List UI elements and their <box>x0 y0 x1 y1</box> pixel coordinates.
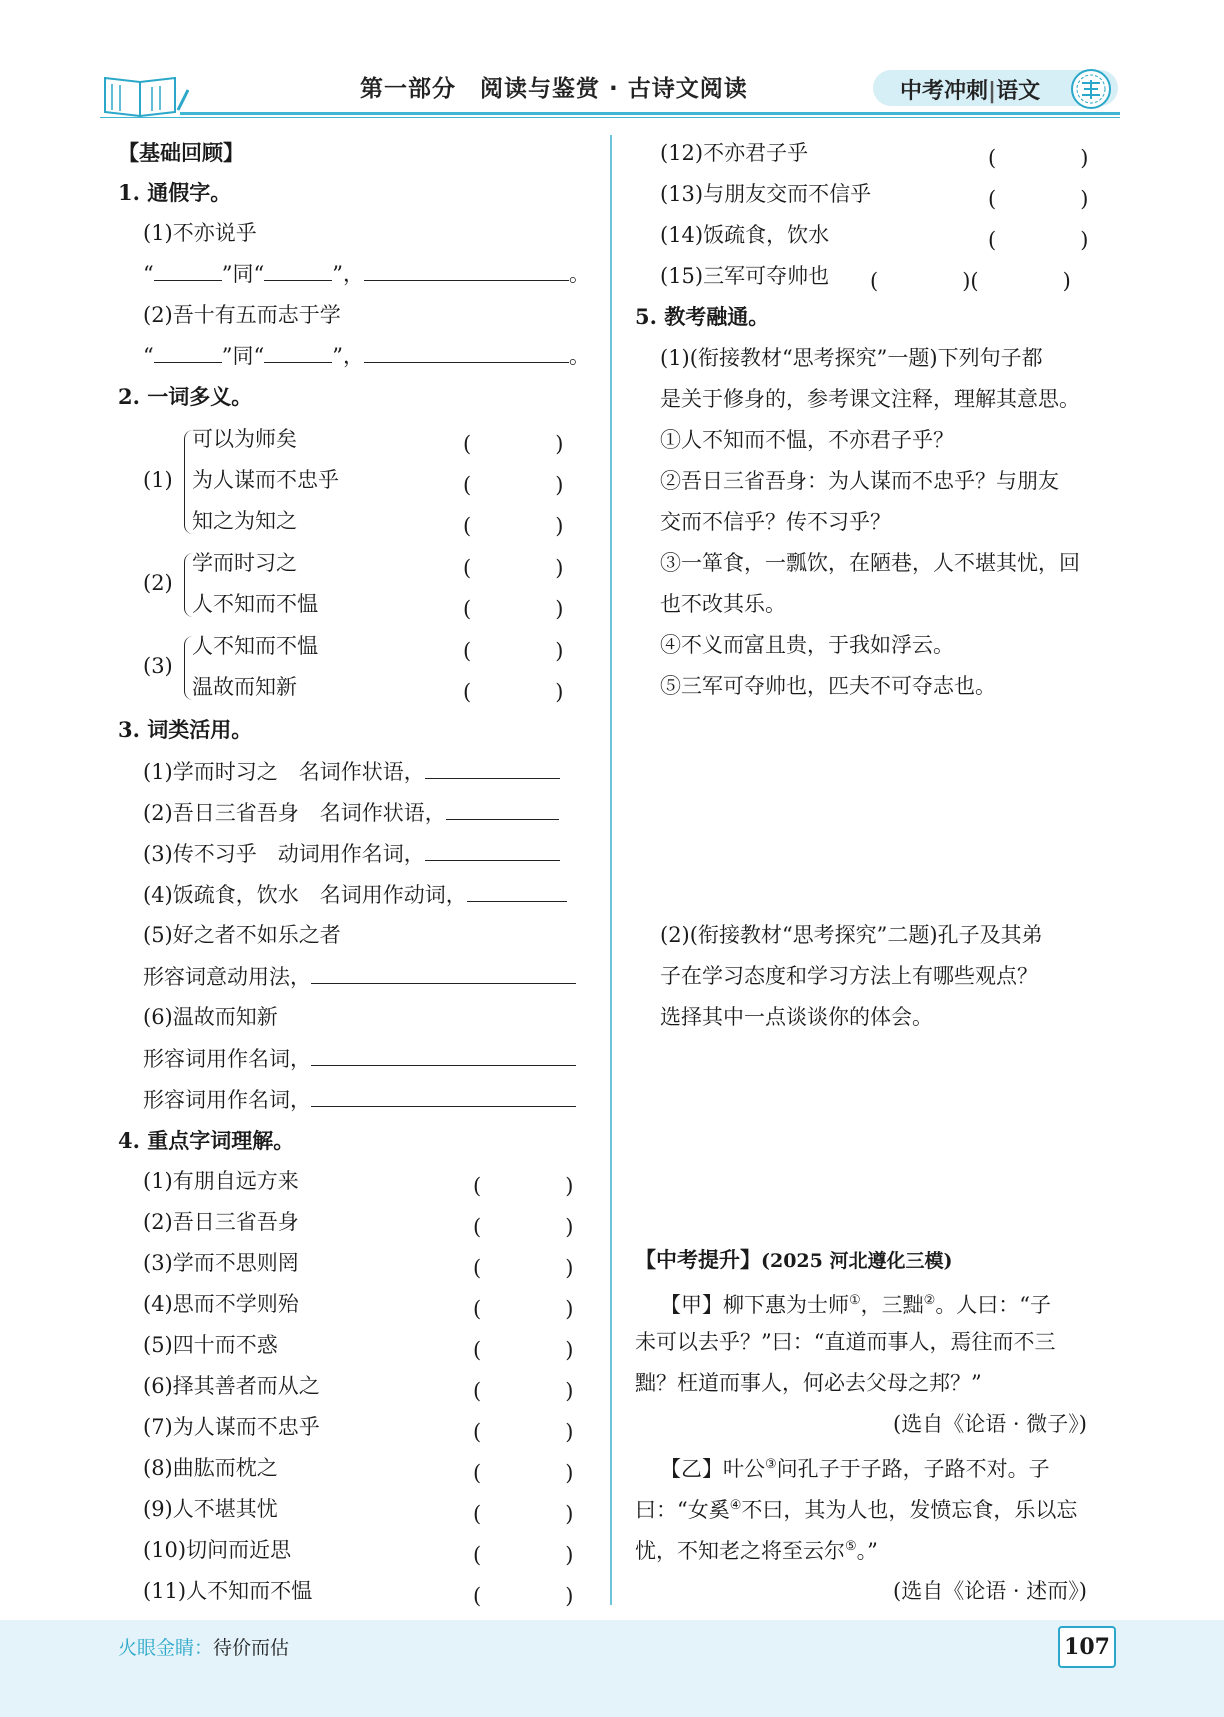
q2-g3-item-2: 温故而知新 <box>192 675 297 699</box>
q5-p1-line: 是关于修身的，参考课文注释，理解其意思。 <box>660 387 1080 411</box>
answer-paren[interactable]: ( ) <box>463 514 564 538</box>
q4-item: (6)择其善者而从之 <box>143 1374 320 1398</box>
q4-item: (12)不亦君子乎 <box>660 141 809 165</box>
answer-blank[interactable] <box>154 340 222 363</box>
header-rule <box>180 112 1120 115</box>
answer-paren[interactable]: ( ) <box>463 556 564 580</box>
q4-item: (7)为人谋而不忠乎 <box>143 1415 320 1439</box>
q4-item: (14)饭疏食，饮水 <box>660 223 830 247</box>
answer-paren[interactable]: ( ) <box>463 473 564 497</box>
answer-paren[interactable]: ( ) <box>473 1379 574 1403</box>
answer-blank[interactable] <box>364 258 569 281</box>
q3-item-6-type-a: 形容词用作名词， <box>143 1043 576 1074</box>
answer-paren[interactable]: ( ) <box>473 1502 574 1526</box>
q4-item: (5)四十而不惑 <box>143 1333 278 1357</box>
q5-p1-line: ①人不知而不愠，不亦君子乎？ <box>660 428 954 452</box>
q2-g3-item-1: 人不知而不愠 <box>192 634 318 658</box>
q3-item-6: (6)温故而知新 <box>143 1005 278 1029</box>
q1-fill-2: “ ”同“ ”， 。 <box>143 340 590 371</box>
q2-group-2-num: (2) <box>143 571 173 595</box>
q4-item: (8)曲肱而枕之 <box>143 1456 278 1480</box>
brand-label: 中考冲刺|语文 <box>900 79 1041 104</box>
section-title: 【基础回顾】 <box>118 140 244 165</box>
q4-item: (1)有朋自远方来 <box>143 1169 299 1193</box>
page-number: 107 <box>1058 1626 1116 1668</box>
yi-source: (选自《论语 · 述而》) <box>893 1579 1087 1603</box>
footer-note: 火眼金睛：待价而估 <box>118 1637 290 1659</box>
jia-source: (选自《论语 · 微子》) <box>893 1412 1087 1436</box>
column-divider <box>610 135 612 1605</box>
q5-p1-line: 也不改其乐。 <box>660 592 786 616</box>
q5-title: 5. 教考融通。 <box>635 304 770 329</box>
page-header <box>0 0 1224 130</box>
answer-paren[interactable]: ( ) <box>473 1174 574 1198</box>
answer-paren[interactable]: ( ) <box>473 1338 574 1362</box>
q4-item: (13)与朋友交而不信乎 <box>660 182 872 206</box>
q5-p1-line: 交而不信乎？传不习乎？ <box>660 510 891 534</box>
q2-title: 2. 一词多义。 <box>118 384 253 409</box>
answer-blank[interactable] <box>425 756 560 779</box>
q4-item: (2)吾日三省吾身 <box>143 1210 299 1234</box>
yi-line-2: 曰：“女奚④不曰，其为人也，发愤忘食，乐以忘 <box>635 1498 1078 1522</box>
answer-blank[interactable] <box>311 1043 576 1066</box>
q3-item-2: (2)吾日三省吾身 名词作状语， <box>143 797 559 828</box>
yi-line-1: 【乙】叶公③问孔子于子路，子路不对。子 <box>660 1457 1050 1481</box>
answer-paren[interactable]: ( ) <box>463 597 564 621</box>
yi-line-3: 忧，不知老之将至云尔⑤。” <box>635 1539 878 1563</box>
q4-item: (4)思而不学则殆 <box>143 1292 299 1316</box>
q3-item-5-type: 形容词意动用法， <box>143 961 576 992</box>
answer-paren[interactable]: ( ) <box>463 639 564 663</box>
q3-item-6-type-b: 形容词用作名词， <box>143 1084 576 1115</box>
q5-p1-line: ④不义而富且贵，于我如浮云。 <box>660 633 954 657</box>
q4-item: (9)人不堪其忧 <box>143 1497 278 1521</box>
answer-paren[interactable]: ( ) <box>473 1297 574 1321</box>
answer-paren[interactable]: ( ) <box>463 680 564 704</box>
q4-item: (11)人不知而不愠 <box>143 1579 313 1603</box>
jia-line-3: 黜？枉道而事人，何必去父母之邦？” <box>635 1371 982 1395</box>
answer-paren[interactable]: ( ) <box>988 228 1089 252</box>
answer-blank[interactable] <box>446 797 559 820</box>
q5-p1-line: ②吾日三省吾身：为人谋而不忠乎？与朋友 <box>660 469 1059 493</box>
q3-title: 3. 词类活用。 <box>118 717 253 742</box>
q3-item-1: (1)学而时习之 名词作状语， <box>143 756 560 787</box>
open-book-icon <box>100 70 190 120</box>
answer-paren[interactable]: ( ) <box>463 432 564 456</box>
seal-icon <box>1070 68 1112 110</box>
answer-blank[interactable] <box>425 838 560 861</box>
q5-p2-line: 选择其中一点谈谈你的体会。 <box>660 1005 933 1029</box>
q5-p2-line: 子在学习态度和学习方法上有哪些观点？ <box>660 964 1038 988</box>
q1-fill-1: “ ”同“ ”， 。 <box>143 258 590 289</box>
q5-p1-line: ⑤三军可夺帅也，匹夫不可夺志也。 <box>660 674 996 698</box>
header-rule-thin <box>100 117 1120 118</box>
page-title: 第一部分 阅读与鉴赏 · 古诗文阅读 <box>360 76 748 102</box>
q4-item: (10)切问而近思 <box>143 1538 292 1562</box>
answer-paren[interactable]: ( ) <box>988 146 1089 170</box>
jia-line-2: 未可以去乎？”曰：“直道而事人，焉往而不三 <box>635 1330 1056 1354</box>
q2-g2-item-1: 学而时习之 <box>192 551 297 575</box>
q1-item-2: (2)吾十有五而志于学 <box>143 303 341 327</box>
answer-blank[interactable] <box>264 340 332 363</box>
q3-item-4: (4)饭疏食，饮水 名词用作动词， <box>143 879 567 910</box>
promo-heading: 【中考提升】(2025 河北遵化三模) <box>635 1247 953 1272</box>
answer-paren[interactable]: ( )( ) <box>870 269 1071 293</box>
q5-p1-line: (1)(衔接教材“思考探究”一题)下列句子都 <box>660 346 1043 370</box>
q1-item-1: (1)不亦说乎 <box>143 221 257 245</box>
answer-blank[interactable] <box>364 340 569 363</box>
answer-blank[interactable] <box>467 879 567 902</box>
q5-answer-space-2[interactable] <box>660 1045 1110 1235</box>
q2-g1-item-2: 为人谋而不忠乎 <box>192 468 339 492</box>
jia-line-1: 【甲】柳下惠为士师①，三黜②。人曰：“子 <box>660 1293 1052 1317</box>
answer-paren[interactable]: ( ) <box>473 1256 574 1280</box>
answer-blank[interactable] <box>311 1084 576 1107</box>
q2-group-1-num: (1) <box>143 468 173 492</box>
answer-blank[interactable] <box>264 258 332 281</box>
q1-title: 1. 通假字。 <box>118 180 232 205</box>
answer-paren[interactable]: ( ) <box>473 1215 574 1239</box>
answer-blank[interactable] <box>311 961 576 984</box>
answer-paren[interactable]: ( ) <box>988 187 1089 211</box>
q2-g2-item-2: 人不知而不愠 <box>192 592 318 616</box>
q2-group-3-num: (3) <box>143 654 173 678</box>
q4-item: (3)学而不思则罔 <box>143 1251 299 1275</box>
q4-title: 4. 重点字词理解。 <box>118 1128 295 1153</box>
answer-paren[interactable]: ( ) <box>473 1584 574 1608</box>
q3-item-3: (3)传不习乎 动词用作名词， <box>143 838 560 869</box>
answer-paren[interactable]: ( ) <box>473 1420 574 1444</box>
q2-g1-item-1: 可以为师矣 <box>192 427 297 451</box>
q3-item-5: (5)好之者不如乐之者 <box>143 923 341 947</box>
q4-item: (15)三军可夺帅也 <box>660 264 830 288</box>
q5-p1-line: ③一箪食，一瓢饮，在陋巷，人不堪其忧，回 <box>660 551 1080 575</box>
q5-p2-line: (2)(衔接教材“思考探究”二题)孔子及其弟 <box>660 923 1043 947</box>
answer-paren[interactable]: ( ) <box>473 1543 574 1567</box>
q5-answer-space-1[interactable] <box>660 715 1110 915</box>
answer-blank[interactable] <box>154 258 222 281</box>
answer-paren[interactable]: ( ) <box>473 1461 574 1485</box>
q2-g1-item-3: 知之为知之 <box>192 509 297 533</box>
